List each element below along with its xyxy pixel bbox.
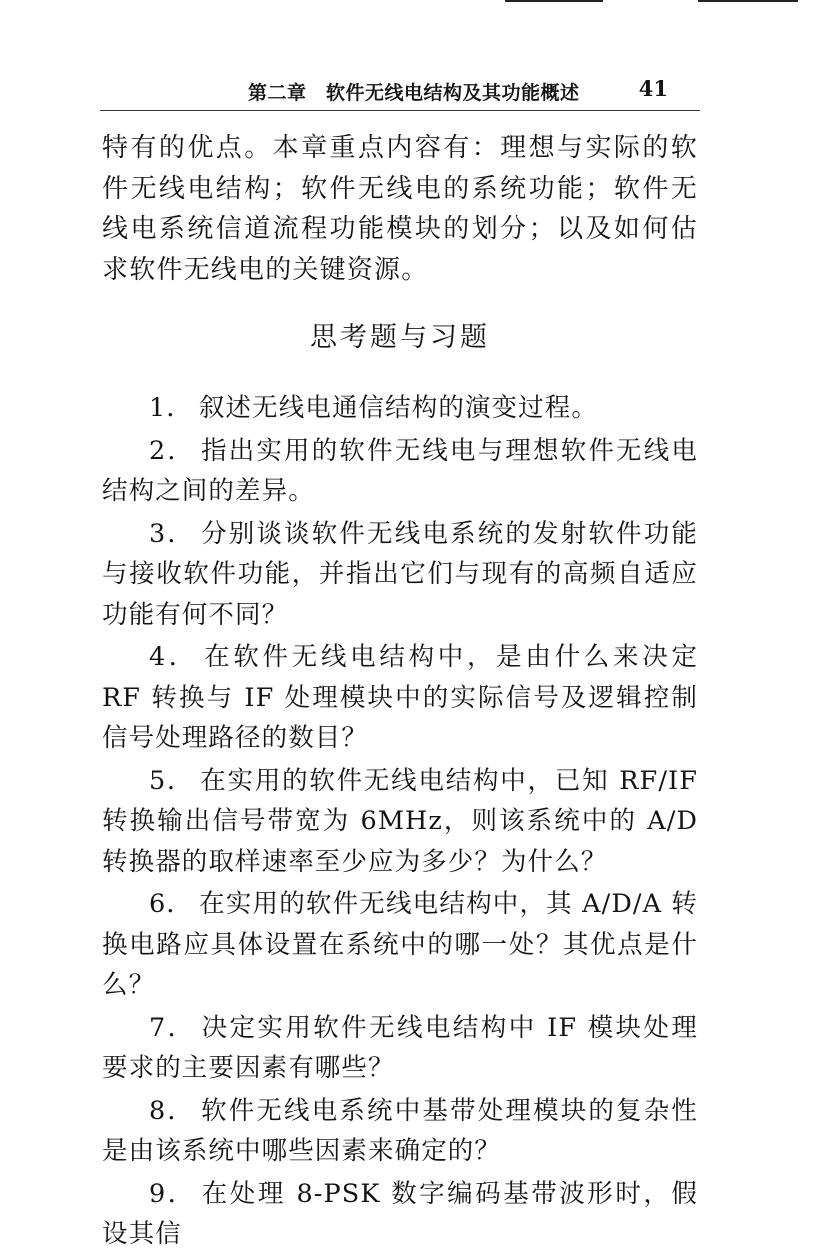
scan-edge-mark xyxy=(505,0,603,2)
scan-edge-mark xyxy=(698,0,798,2)
question-number: 2． xyxy=(149,435,196,466)
question-item xyxy=(102,388,698,429)
question-number: 7． xyxy=(149,1012,196,1043)
question-item xyxy=(102,514,698,636)
question-text: 在处理 8-PSK 数字编码基带波形时，假设其信 xyxy=(102,1178,698,1249)
question-item xyxy=(102,884,698,1006)
question-number: 6． xyxy=(149,889,194,919)
question-text: 叙述无线电通信结构的演变过程。 xyxy=(198,393,598,423)
page-number: 41 xyxy=(638,76,668,101)
question-item xyxy=(102,1091,698,1172)
page-body xyxy=(102,128,698,1257)
question-number: 1． xyxy=(149,393,193,423)
question-number: 5． xyxy=(149,765,195,796)
running-header xyxy=(100,78,700,106)
question-item xyxy=(102,1008,698,1089)
section-title: 思考题与习题 xyxy=(310,322,490,353)
chapter-title: 第二章 软件无线电结构及其功能概述 xyxy=(248,82,580,104)
header-rule xyxy=(100,110,700,111)
question-item xyxy=(102,431,698,512)
question-list xyxy=(102,388,698,1255)
question-number: 4． xyxy=(149,642,199,672)
intro-paragraph: 特有的优点。本章重点内容有：理想与实际的软件无线电结构；软件无线电的系统功能；软件无线电系统信道流程功能模块的划分；以及如何估求软件无线电的关键资源。 xyxy=(102,133,698,285)
question-item xyxy=(102,637,698,759)
question-text: 指出实用的软件无线电与理想软件无线电结构之间的差异。 xyxy=(102,435,698,506)
question-text: 决定实用软件无线电结构中 IF 模块处理要求的主要因素有哪些？ xyxy=(102,1012,698,1083)
question-text: 软件无线电系统中基带处理模块的复杂性是由该系统中哪些因素来确定的？ xyxy=(102,1095,698,1166)
question-number: 8． xyxy=(149,1095,196,1126)
question-text: 在实用的软件无线电结构中，其 A/D/A 转换电路应具体设置在系统中的哪一处？其优点是什么？ xyxy=(102,889,698,1000)
question-text: 在实用的软件无线电结构中，已知 RF/IF 转换输出信号带宽为 6MHz，则该系统中的 A/D 转换器的取样速率至少应为多少？为什么？ xyxy=(102,765,698,877)
question-text: 分别谈谈软件无线电系统的发射软件功能与接收软件功能，并指出它们与现有的高频自适应功能有何不同？ xyxy=(102,518,698,630)
question-text: 在软件无线电结构中，是由什么来决定 RF 转换与 IF 处理模块中的实际信号及逻辑控制信号处理路径的数目？ xyxy=(102,642,698,753)
question-number: 9． xyxy=(149,1178,196,1209)
question-item xyxy=(102,1174,698,1255)
question-number: 3． xyxy=(149,518,196,549)
question-item xyxy=(102,761,698,883)
